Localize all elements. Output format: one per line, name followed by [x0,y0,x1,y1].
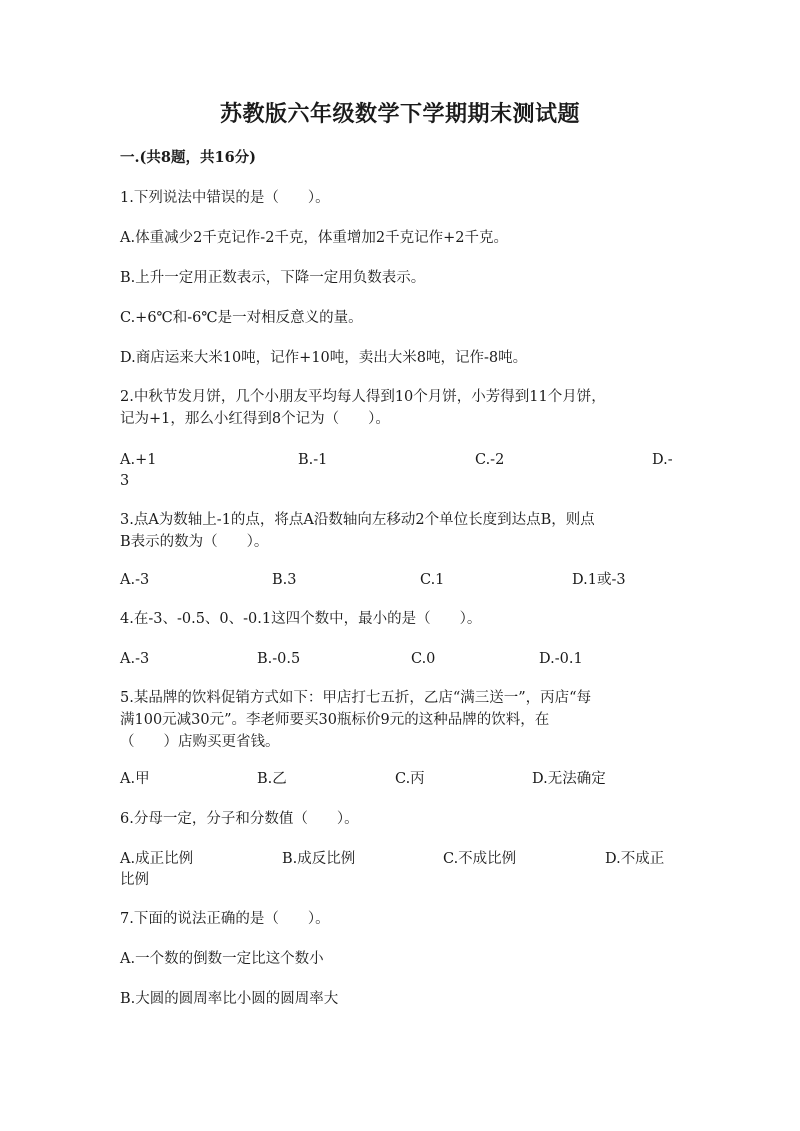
section-heading: 一.(共8题，共16分) [120,149,257,166]
question-3-option-d: D.1或-3 [572,572,626,588]
question-6-options [120,848,680,870]
question-5-options [120,768,680,790]
question-2-options [120,449,680,471]
question-2-option-d: D.- [652,452,673,468]
question-1-option-a: A.体重减少2千克记作-2千克，体重增加2千克记作+2千克。 [120,230,509,246]
question-5-stem-line-1: 5.某品牌的饮料促销方式如下：甲店打七五折，乙店“满三送一”，丙店“每 [120,690,592,706]
question-1-option-d: D.商店运来大米10吨，记作+10吨，卖出大米8吨，记作-8吨。 [120,350,528,366]
question-5-stem-line-3: （ ）店购买更省钱。 [120,734,280,750]
question-3-option-b: B.3 [272,572,297,588]
question-3-stem-line-2: B表示的数为（ ）。 [120,534,269,550]
question-6-option-b: B.成反比例 [282,851,356,867]
question-1-option-b: B.上升一定用正数表示，下降一定用负数表示。 [120,270,426,286]
question-3-option-c: C.1 [420,572,445,588]
question-7-option-b: B.大圆的圆周率比小圆的圆周率大 [120,991,339,1007]
question-6-option-d-wrap: 比例 [120,872,149,888]
question-6-option-d: D.不成正 [605,851,665,867]
question-4-stem: 4.在-3、-0.5、0、-0.1这四个数中，最小的是（ ）。 [120,611,482,627]
question-2-stem-line-1: 2.中秋节发月饼，几个小朋友平均每人得到10个月饼，小芳得到11个月饼， [120,389,606,405]
question-7-option-a: A.一个数的倒数一定比这个数小 [120,951,324,967]
question-4-option-c: C.0 [411,651,436,667]
question-6-option-c: C.不成比例 [443,851,517,867]
question-1-stem: 1.下列说法中错误的是（ ）。 [120,190,330,206]
question-6-stem: 6.分母一定，分子和分数值（ ）。 [120,811,359,827]
question-2-option-b: B.-1 [298,452,328,468]
question-2-stem-line-2: 记为+1，那么小红得到8个记为（ ）。 [120,411,390,427]
question-1-option-c: C.+6℃和-6℃是一对相反意义的量。 [120,310,363,326]
question-5-option-d: D.无法确定 [532,771,606,787]
question-4-option-d: D.-0.1 [539,651,583,667]
question-3-stem-line-1: 3.点A为数轴上-1的点，将点A沿数轴向左移动2个单位长度到达点B，则点 [120,512,595,528]
question-5-option-b: B.乙 [257,771,287,787]
question-3-option-a: A.-3 [120,572,150,588]
question-5-stem-line-2: 满100元减30元”。李老师要买30瓶标价9元的这种品牌的饮料，在 [120,712,550,728]
question-4-options [120,648,680,670]
page-title: 苏教版六年级数学下学期期末测试题 [219,101,580,127]
question-2-option-d-wrap: 3 [120,473,130,489]
question-2-option-c: C.-2 [475,452,505,468]
question-4-option-b: B.-0.5 [257,651,301,667]
question-2-option-a: A.+1 [120,452,157,468]
question-7-stem: 7.下面的说法正确的是（ ）。 [120,911,330,927]
question-4-option-a: A.-3 [120,651,150,667]
question-6-option-a: A.成正比例 [120,851,194,867]
question-3-options [120,569,680,591]
question-5-option-c: C.丙 [395,771,425,787]
question-5-option-a: A.甲 [120,771,150,787]
